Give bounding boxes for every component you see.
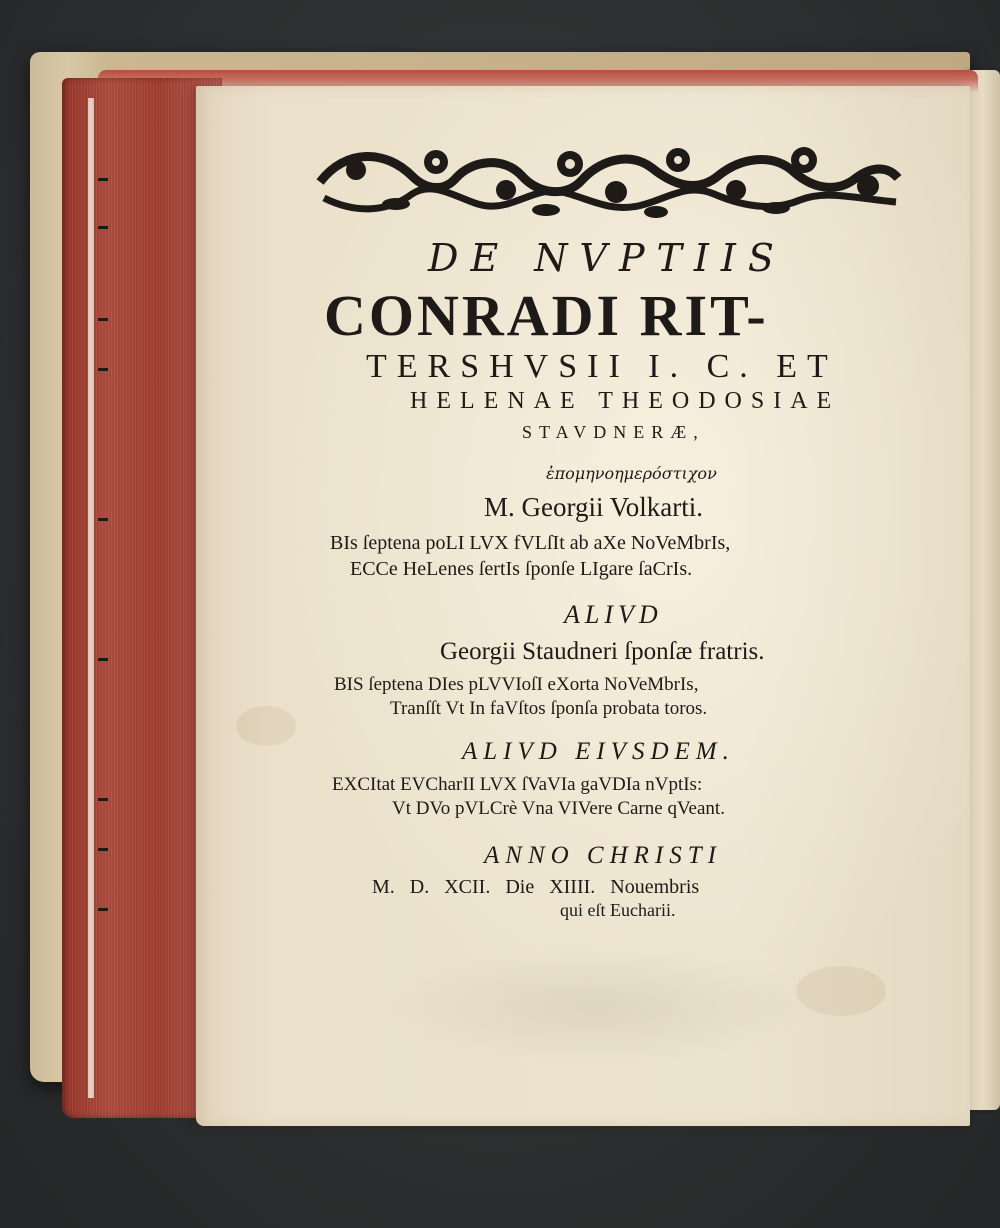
chronogram-2-line-1: BIS ſeptena DIes pLVVIoſI eXorta NoVeMbrIs, — [334, 674, 699, 695]
author-staudneri: Georgii Staudneri ſponſæ fratris. — [440, 638, 765, 665]
inserted-leaf-strip — [88, 98, 94, 1098]
title-page-content — [196, 86, 970, 1126]
thumb-mark — [98, 798, 108, 801]
heading-tershusii: TERSHVSII I. C. ET — [366, 348, 838, 385]
greek-subtitle: ἐπομηνοημερόστιχον — [546, 464, 717, 483]
imprint-date: M. D. XCII. Die XIIII. Nouembris — [372, 876, 700, 898]
author-volkarti: M. Georgii Volkarti. — [484, 492, 704, 522]
thumb-mark — [98, 318, 108, 321]
thumb-mark — [98, 908, 108, 911]
chronogram-1-line-1: BIs ſeptena poLI LVX fVLſIt ab aXe NoVeMbrIs, — [330, 532, 731, 554]
facing-page-edge — [966, 70, 1000, 1110]
thumb-mark — [98, 368, 108, 371]
thumb-mark — [98, 658, 108, 661]
heading-aliud: ALIVD — [564, 600, 663, 629]
woodcut-ornament-icon — [316, 142, 902, 222]
thumb-mark — [98, 226, 108, 229]
thumb-mark — [98, 518, 108, 521]
title-page — [196, 86, 970, 1126]
imprint-feast: qui eſt Eucharii. — [560, 900, 676, 920]
chronogram-1-line-2: ECCe HeLenes ſertIs ſponſe LIgare ſaCrIs. — [350, 558, 693, 580]
heading-aliud-eiusdem: ALIVD EIVSDEM. — [462, 738, 735, 765]
chronogram-3-line-1: EXCItat EVCharII LVX ſVaVIa gaVDIa nVptIs: — [332, 774, 703, 795]
heading-conradi: CONRADI RIT- — [324, 283, 769, 348]
thumb-mark — [98, 178, 108, 181]
heading-helenae: HELENAE THEODOSIAE — [410, 388, 841, 414]
thumb-mark — [98, 848, 108, 851]
chronogram-3-line-2: Vt DVo pVLCrè Vna VIVere Carne qVeant. — [392, 798, 725, 819]
heading-staudnerae: STAVDNERÆ, — [522, 422, 705, 442]
heading-de-nuptiis: DE NVPTIIS — [428, 236, 786, 280]
chronogram-2-line-2: Tranſſt Vt In faVſtos ſponſa probata toros. — [390, 698, 708, 719]
heading-anno-christi: ANNO CHRISTI — [484, 842, 722, 869]
